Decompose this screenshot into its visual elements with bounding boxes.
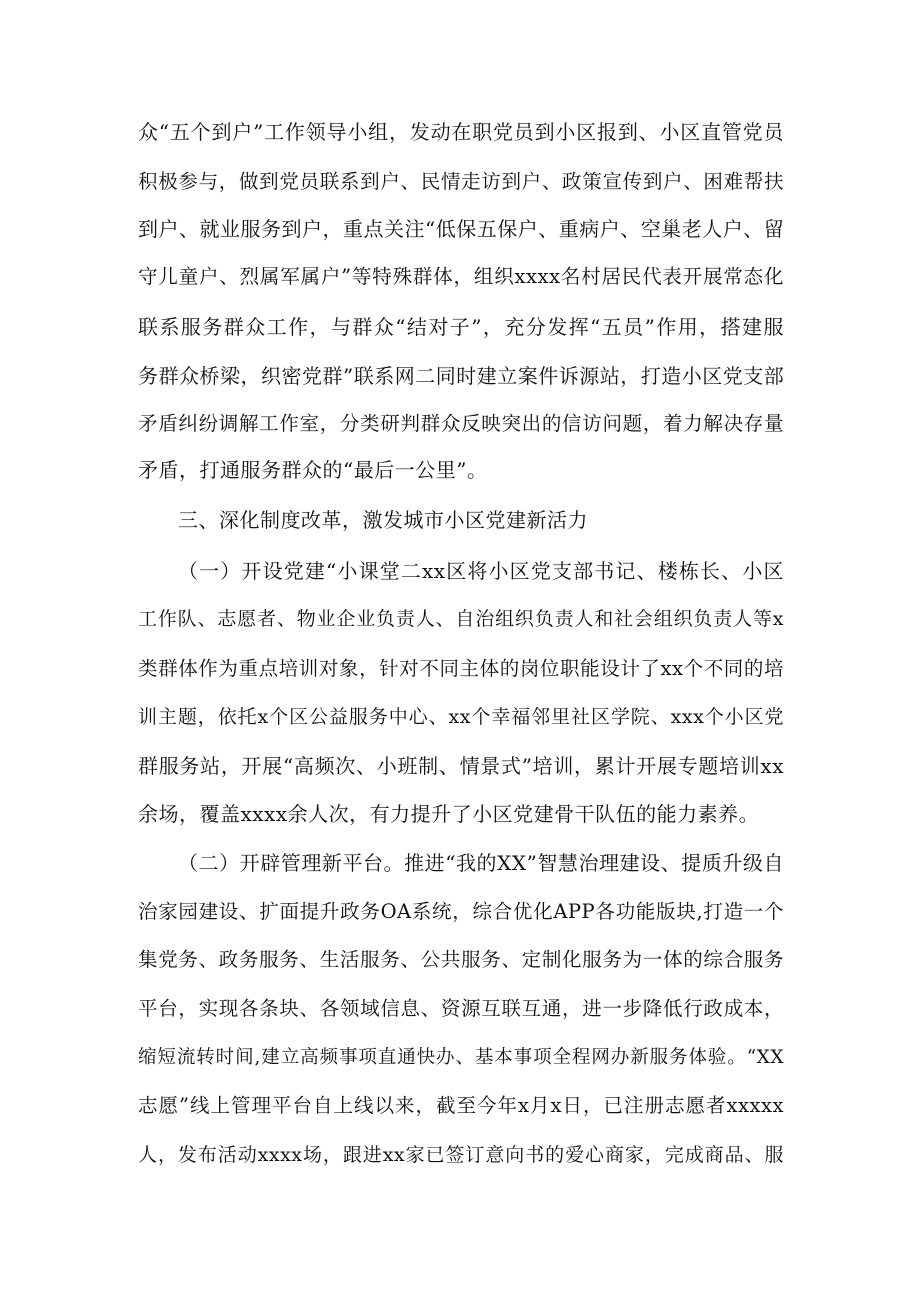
paragraph-line: 余场，覆盖xxxx余人次，有力提升了小区党建骨干队伍的能力素养。	[138, 802, 760, 826]
paragraph-line: 人，发布活动xxxx场，跟进xx家已签订意向书的爱心商家，完成商品、服	[138, 1144, 784, 1166]
paragraph-line: 平台，实现各条块、各领域信息、资源互联互通，进一步降低行政成本，	[138, 997, 784, 1020]
section-heading: 三、深化制度改革，激发城市小区党建新活力	[178, 508, 588, 532]
paragraph-line: 类群体作为重点培训对象，针对不同主体的岗位职能设计了xx个不同的培	[138, 657, 784, 680]
paragraph-line: 到户、就业服务到户，重点关注“低保五保户、重病户、空巢老人户、留	[138, 217, 785, 241]
paragraph-line: 群服务站，开展“高频次、小班制、情景式”培训，累计开展专题培训xx	[138, 754, 784, 778]
paragraph-line: 积极参与，做到党员联系到户、民情走访到户、政策宣传到户、困难帮扶	[138, 170, 784, 193]
paragraph-line: （二）开辟管理新平台。推进“我的XX”智慧治理建设、提质升级自	[178, 851, 784, 875]
paragraph-line: 工作队、志愿者、物业企业负责人、自治组织负责人和社会组织负责人等x	[138, 608, 784, 630]
paragraph-line: 务群众桥梁，织密党群”联系网二同时建立案件诉源站，打造小区党支部	[138, 364, 785, 388]
paragraph-line: 矛盾，打通服务群众的“最后一公里”。	[138, 458, 488, 482]
paragraph-line: 守儿童户、烈属军属户”等特殊群体，组织xxxx名村居民代表开展常态化	[138, 265, 784, 288]
paragraph-line: 训主题，依托x个区公益服务中心、xx个幸福邻里社区学院、xxx个小区党	[138, 706, 784, 728]
paragraph-line: 矛盾纠纷调解工作室，分类研判群众反映突出的信访问题，着力解决存量	[138, 412, 784, 435]
paragraph-line: 治家园建设、扩面提升政务OA系统，综合优化APP各功能版块,打造一个	[138, 900, 784, 923]
paragraph-line: （一）开设党建“小课堂二xx区将小区党支部书记、楼栋长、小区	[178, 559, 784, 583]
paragraph-line: 联系服务群众工作，与群众“结对子”，充分发挥“五员”作用，搭建服	[138, 315, 784, 339]
paragraph-line: 众“五个到户”工作领导小组，发动在职党员到小区报到、小区直管党员	[138, 120, 784, 144]
paragraph-line: 志愿”线上管理平台自上线以来，截至今年x月x日，已注册志愿者xxxxx	[138, 1094, 784, 1117]
paragraph-line: 集党务、政务服务、生活服务、公共服务、定制化服务为一体的综合服务	[138, 948, 784, 971]
paragraph-line: 缩短流转时间,建立高频事项直通快办、基本事项全程网办新服务体验。“XX	[138, 1047, 784, 1068]
